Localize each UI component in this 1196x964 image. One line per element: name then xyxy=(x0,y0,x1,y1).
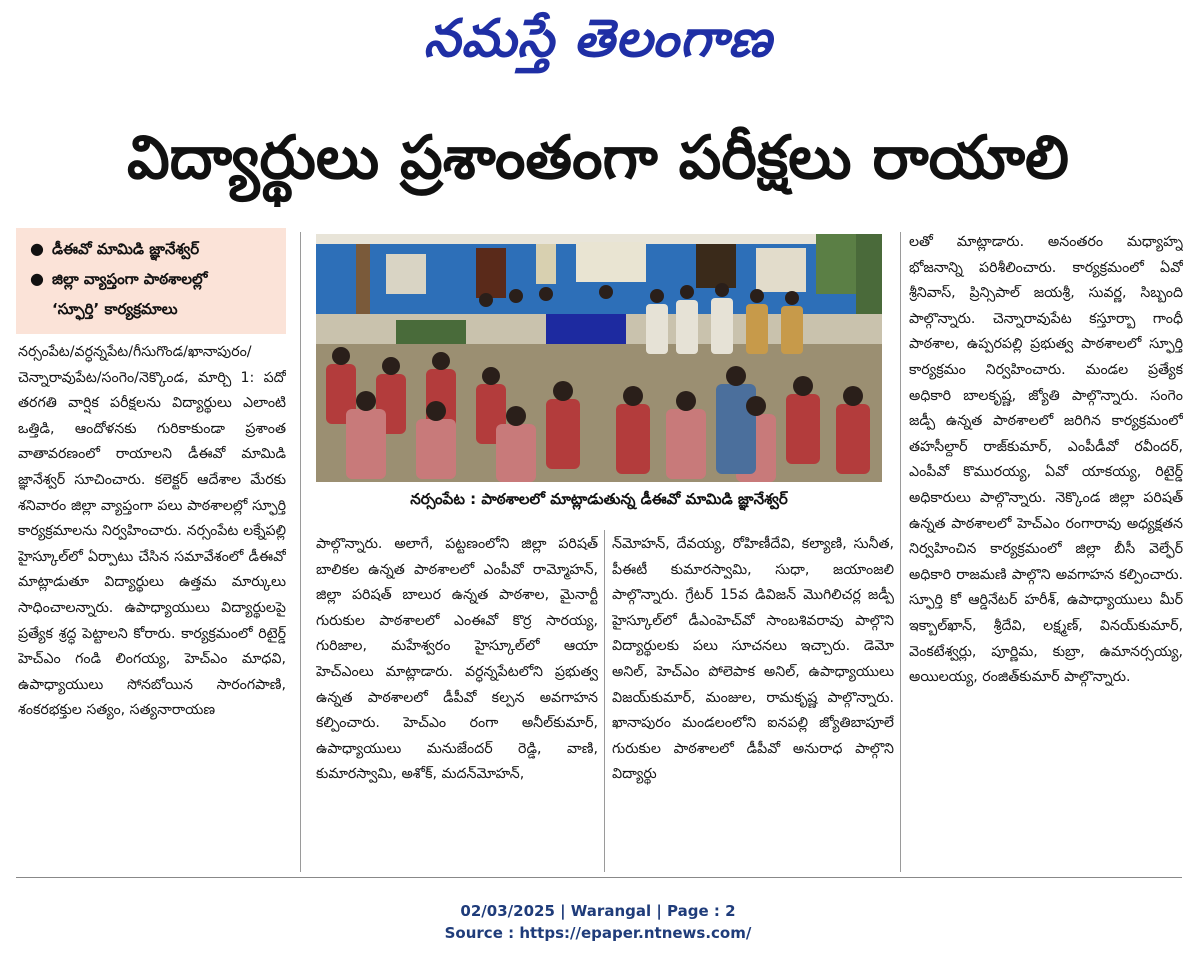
article-headline: విద్యార్థులు ప్రశాంతంగా పరీక్షలు రాయాలి xyxy=(126,123,1070,193)
photo-illustration xyxy=(316,234,882,482)
page-divider xyxy=(16,877,1182,878)
column-divider xyxy=(604,530,605,872)
bullet-icon: ● xyxy=(30,269,44,288)
highlight-item xyxy=(28,264,278,324)
bullet-icon: ● xyxy=(30,239,44,258)
column-divider xyxy=(900,232,901,872)
footer-source-link[interactable]: Source : https://epaper.ntnews.com/ xyxy=(444,924,752,942)
article-column-1: నర్సంపేట/వర్ధన్నపేట/గీసుగొండ/ఖానాపురం/చెన్నారావుపేట/సంగెం/నెక్కొండ, మార్చి 1: పదో తరగతి వార్షిక పరీక్షలను విద్యార్థులు ఎలాంటి ఒత్తిడి, ఆందోళనకు గురికాకుండా ప్రశాంత వాతావరణంలో రాయాలని డీఈవో మామిడి జ్ఞానేశ్వర్ సూచించారు. కలెక్టర్ ఆదేశాల మేరకు శనివారం జిల్లా వ్యాప్తంగా పలు పాఠశాలల్లో స్ఫూర్తి కార్యక్రమాలను నిర్వహించారు. నర్సంపేట లక్నేపల్లి హైస్కూల్‌లో ఏర్పాటు చేసిన సమావేశంలో డీఈవో మాట్లాడుతూ విద్యార్థులు ఉత్తమ మార్కులు సాధించాలన్నారు. ఉపాధ్యాయులు విద్యార్థులపై ప్రత్యేక శ్రద్ధ పెట్టాలని కోరారు. కార్యక్రమంలో రిటైర్డ్ హెచ్‌ఎం గండి లింగయ్య, హెచ్‌ఎం మాధవి, ఉపాధ్యాయులు సోనబోయిన సారంగపాణి, శంకరభక్తుల సత్యం, సత్యనారాయణ xyxy=(18,344,286,719)
highlight-text-continued: ‘స్ఫూర్తి’ కార్యక్రమాలు xyxy=(52,300,178,318)
article-column-3: న్‌మోహన్, దేవయ్య, రోహిణీదేవి, కల్యాణి, సునీత, పీఈటీ కుమారస్వామి, సుధా, జయాంజలి పాల్గొన్నారు. గ్రేటర్ 15వ డివిజన్ మొగిలిచర్ల జడ్పీ హైస్కూల్‌లో డీఎంహెచ్‌వో సాంబశివరావు పాల్గొని విద్యార్థులకు పలు సూచనలు ఇచ్చారు. డెమో అనిల్, హెచ్‌ఎం పోలెపాక అనిల్, ఉపాధ్యాయులు విజయ్‌కుమార్, మంజుల, రామకృష్ణ పాల్గొన్నారు. ఖానాపురం మండలంలోని ఐనపల్లి జ్యోతిబాపూలే గురుకుల పాఠశాలలో డీపీవో అనురాధ పాల్గొని విద్యార్థు xyxy=(612,536,894,783)
photo-caption: నర్సంపేట : పాఠశాలలో మాట్లాడుతున్న డీఈవో మామిడి జ్ఞానేశ్వర్ xyxy=(410,490,788,508)
highlight-text: జిల్లా వ్యాప్తంగా పాఠశాలల్లో xyxy=(52,270,208,288)
article-column-4: లతో మాట్లాడారు. అనంతరం మధ్యాహ్న భోజనాన్ని పరిశీలించారు. కార్యక్రమంలో ఏవో శ్రీనివాస్, ప్రిన్సిపాల్ జయశ్రీ, సువర్ణ, సిబ్బంది పాల్గొన్నారు. చెన్నారావుపేట కస్తూర్బా గాంధీ పాఠశాల, ఉప్పరపల్లి ప్రభుత్వ పాఠశాలలో స్ఫూర్తి కార్యక్రమం నిర్వహించారు. మండల ప్రత్యేక అధికారి బాలకృష్ణ, జ్యోతి పాల్గొన్నారు. సంగెం జడ్పీ ఉన్నత పాఠశాలలో జరిగిన కార్యక్రమంలో తహసీల్దార్ రాజ్‌కుమార్, ఎంపీడీవో రవీందర్, ఎంపీవో కొమురయ్య, ఏవో యాకయ్య, రిటైర్డ్ అధికారులు పాల్గొన్నారు. నెక్కొండ జిల్లా పరిషత్ ఉన్నత పాఠశాలలో హెచ్‌ఎం రంగారావు అధ్యక్షతన నిర్వహించిన కార్యక్రమంలో జిల్లా బీసీ వెల్ఫేర్ అధికారి రాజమణి పాల్గొని అవగాహన కల్పించారు. స్ఫూర్తి కో ఆర్డినేటర్ హరీశ్, ఉపాధ్యాయులు మీర్ ఇక్బాల్‌ఖాన్, శ్రీదేవి, లక్ష్మణ్, వినయ్‌కుమార్, వెంకటేశ్వర్లు, పూర్ణిమ, కుబ్రా, ఉమానర్సయ్య, అయిలయ్య, రంజిత్‌కుమార్ పాల్గొన్నారు. xyxy=(909,234,1183,686)
highlights-box xyxy=(16,228,286,334)
article-column-2: పాల్గొన్నారు. అలాగే, పట్టణంలోని జిల్లా పరిషత్ బాలికల ఉన్నత పాఠశాలలో ఎంపీవో రామ్మోహన్, జిల్లా పరిషత్ బాలుర ఉన్నత పాఠశాల, మైనార్టీ గురుకుల పాఠశాలలో ఎంఈవో కొర్ర సారయ్య, గురిజాల, మహేశ్వరం హైస్కూల్‌లో ఆయా హెచ్‌ఎంలు మాట్లాడారు. వర్ధన్నపేటలోని ప్రభుత్వ ఉన్నత పాఠశాలలో డీపీవో కల్పన అవగాహన కల్పించారు. హెచ్‌ఎం రంగా అనీల్‌కుమార్, ఉపాధ్యాయులు మనుజేందర్ రెడ్డి, వాణి, కుమారస్వామి, అశోక్, మదన్‌మోహన్, xyxy=(316,536,598,783)
footer-edition-info: 02/03/2025 | Warangal | Page : 2 xyxy=(460,902,736,920)
newspaper-masthead: నమస్తే తెలంగాణ xyxy=(423,9,773,69)
highlight-text: డీఈవో మామిడి జ్ఞానేశ్వర్ xyxy=(52,240,200,258)
article-photo xyxy=(316,234,882,482)
highlight-item xyxy=(28,234,278,264)
column-divider xyxy=(300,232,301,872)
